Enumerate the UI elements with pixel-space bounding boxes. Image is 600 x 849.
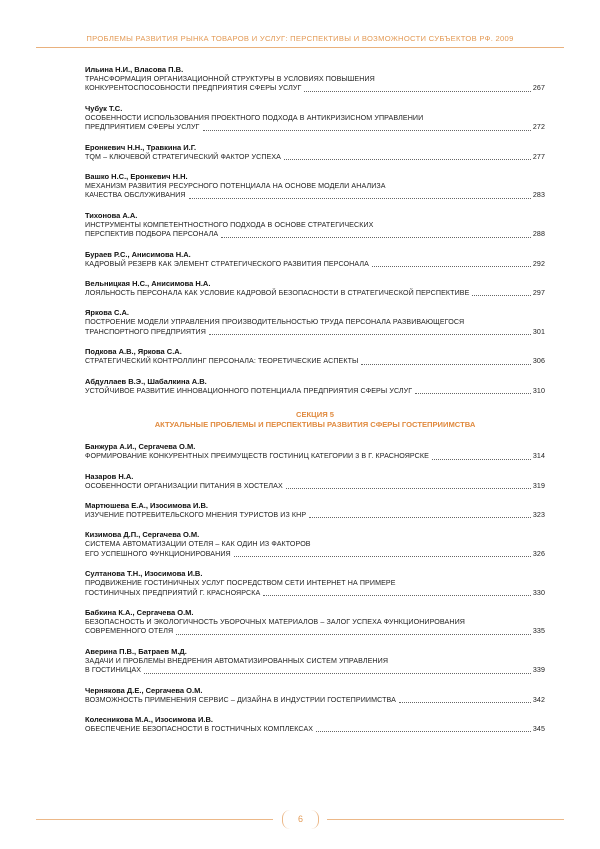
- dot-leader: [309, 517, 531, 518]
- entry-title-line: ЛОЯЛЬНОСТЬ ПЕРСОНАЛА КАК УСЛОВИЕ КАДРОВОЙ БЕЗОПАСНОСТИ В СТРАТЕГИЧЕСКОЙ ПЕРСПЕКТИВЕ: [85, 289, 470, 298]
- toc-entry: [85, 377, 545, 396]
- section-label: СЕКЦИЯ 5: [296, 410, 334, 420]
- toc-entry: [85, 442, 545, 461]
- toc-entry: [85, 647, 545, 676]
- entry-title-last-line: [85, 482, 545, 491]
- entry-title-line: БЕЗОПАСНОСТЬ И ЭКОЛОГИЧНОСТЬ УБОРОЧНЫХ МАТЕРИАЛОВ – ЗАЛОГ УСПЕХА ФУНКЦИОНИРОВАНИЯ: [85, 617, 465, 626]
- entry-title: [85, 725, 545, 734]
- entry-authors: Подкова А.В., Яркова С.А.: [85, 347, 182, 357]
- entry-authors: Аверина П.В., Батраев М.Д.: [85, 646, 187, 656]
- footer-rule-right: [327, 819, 564, 820]
- entry-title: [85, 511, 545, 520]
- running-header: ПРОБЛЕМЫ РАЗВИТИЯ РЫНКА ТОВАРОВ И УСЛУГ: ПЕРСПЕКТИВЫ И ВОЗМОЖНОСТИ СУБЪЕКТОВ РФ. 2009: [86, 34, 514, 43]
- entry-title-last-line: [85, 260, 545, 269]
- toc-list-bottom: [85, 442, 545, 734]
- entry-title-last-line: [85, 589, 545, 598]
- entry-title-last-line: [85, 191, 545, 200]
- dot-leader: [472, 295, 530, 296]
- entry-title-line: ПРОДВИЖЕНИЕ ГОСТИНИЧНЫХ УСЛУГ ПОСРЕДСТВОМ СЕТИ ИНТЕРНЕТ НА ПРИМЕРЕ: [85, 579, 396, 588]
- entry-title: [85, 618, 545, 637]
- header-divider: [36, 47, 564, 48]
- toc-entry: [85, 569, 545, 598]
- entry-page-number: 301: [532, 327, 545, 336]
- entry-authors: Вашко Н.С., Еронкевич Н.Н.: [85, 172, 188, 182]
- entry-authors: Ильина Н.И., Власова П.В.: [85, 65, 184, 74]
- entry-title-line: УСТОЙЧИВОЕ РАЗВИТИЕ ИННОВАЦИОННОГО ПОТЕНЦИАЛА ПРЕДПРИЯТИЯ СФЕРЫ УСЛУГ: [85, 386, 413, 395]
- entry-page-number: 326: [532, 549, 545, 558]
- entry-title-line: ИЗУЧЕНИЕ ПОТРЕБИТЕЛЬСКОГО МНЕНИЯ ТУРИСТОВ ИЗ КНР: [85, 510, 307, 519]
- toc-entry: [85, 143, 545, 162]
- entry-title-line: ФОРМИРОВАНИЕ КОНКУРЕНТНЫХ ПРЕИМУЩЕСТВ ГОСТИНИЦ КАТЕГОРИИ 3 В Г. КРАСНОЯРСКЕ: [85, 452, 429, 461]
- entry-page-number: 310: [532, 386, 545, 395]
- dot-leader: [286, 488, 531, 489]
- toc-list-top: [85, 65, 545, 396]
- dot-leader: [176, 634, 531, 635]
- entry-page-number: 323: [532, 510, 545, 519]
- entry-title-line: TQM – КЛЮЧЕВОЙ СТРАТЕГИЧЕСКИЙ ФАКТОР УСПЕХА: [85, 152, 282, 161]
- entry-title: [85, 318, 545, 337]
- entry-title-last-line: [85, 84, 545, 93]
- toc-entry: [85, 104, 545, 133]
- entry-authors: Султанова Т.Н., Изосимова И.В.: [85, 569, 203, 579]
- dot-leader: [144, 673, 531, 674]
- entry-title-line: МЕХАНИЗМ РАЗВИТИЯ РЕСУРСНОГО ПОТЕНЦИАЛА НА ОСНОВЕ МОДЕЛИ АНАЛИЗА: [85, 182, 386, 191]
- entry-title: [85, 540, 545, 559]
- entry-title-line: ВОЗМОЖНОСТЬ ПРИМЕНЕНИЯ СЕРВИС – ДИЗАЙНА В ИНДУСТРИИ ГОСТЕПРИИМСТВА: [85, 695, 396, 704]
- dot-leader: [263, 595, 531, 596]
- toc-entry: [85, 65, 545, 94]
- entry-authors: Бабкина К.А., Сергачева О.М.: [85, 607, 194, 617]
- entry-title-last-line: [85, 696, 545, 705]
- entry-page-number: 292: [532, 259, 545, 268]
- entry-title-last-line: [85, 153, 545, 162]
- entry-title-last-line: [85, 627, 545, 636]
- entry-title: [85, 289, 545, 298]
- table-of-contents: [85, 65, 545, 744]
- entry-title: [85, 260, 545, 269]
- entry-title: [85, 452, 545, 461]
- entry-authors: Бураев Р.С., Анисимова Н.А.: [85, 249, 191, 259]
- page-footer: [36, 810, 564, 830]
- entry-title-last-line: [85, 230, 545, 239]
- entry-title-last-line: [85, 289, 545, 298]
- entry-title-line: СИСТЕМА АВТОМАТИЗАЦИИ ОТЕЛЯ – КАК ОДИН ИЗ ФАКТОРОВ: [85, 540, 311, 549]
- entry-title-last-line: [85, 328, 545, 337]
- entry-title-last-line: [85, 452, 545, 461]
- entry-page-number: 345: [532, 724, 545, 733]
- entry-title-line: КАДРОВЫЙ РЕЗЕРВ КАК ЭЛЕМЕНТ СТРАТЕГИЧЕСКОГО РАЗВИТИЯ ПЕРСОНАЛА: [85, 259, 369, 268]
- toc-entry: [85, 279, 545, 298]
- entry-title-line: СОВРЕМЕННОГО ОТЕЛЯ: [85, 627, 174, 636]
- entry-title: [85, 579, 545, 598]
- entry-title-last-line: [85, 725, 545, 734]
- entry-authors: Назаров Н.А.: [85, 471, 134, 481]
- dot-leader: [372, 266, 531, 267]
- entry-authors: Банжура А.И., Сергачева О.М.: [85, 442, 196, 452]
- entry-title-line: В ГОСТИНИЦАХ: [85, 666, 142, 675]
- entry-title-line: КАЧЕСТВА ОБСЛУЖИВАНИЯ: [85, 191, 186, 200]
- entry-authors: Колесникова М.А., Изосимова И.В.: [85, 714, 213, 724]
- entry-title-line: ОСОБЕННОСТИ ИСПОЛЬЗОВАНИЯ ПРОЕКТНОГО ПОДХОДА В АНТИКРИЗИСНОМ УПРАВЛЕНИИ: [85, 113, 424, 122]
- entry-title-line: ИНСТРУМЕНТЫ КОМПЕТЕНТНОСТНОГО ПОДХОДА В ОСНОВЕ СТРАТЕГИЧЕСКИХ: [85, 220, 374, 229]
- dot-leader: [203, 130, 531, 131]
- entry-page-number: 339: [532, 666, 545, 675]
- dot-leader: [209, 334, 531, 335]
- toc-entry: [85, 211, 545, 240]
- entry-title: [85, 696, 545, 705]
- entry-page-number: 297: [532, 289, 545, 298]
- entry-title: [85, 221, 545, 240]
- dot-leader: [415, 393, 531, 394]
- entry-title: [85, 482, 545, 491]
- entry-title-line: ПРЕДПРИЯТИЕМ СФЕРЫ УСЛУГ: [85, 123, 200, 132]
- entry-page-number: 272: [532, 123, 545, 132]
- entry-title-line: ПОСТРОЕНИЕ МОДЕЛИ УПРАВЛЕНИЯ ПРОИЗВОДИТЕЛЬНОСТЬЮ ТРУДА ПЕРСОНАЛА РАЗВИВАЮЩЕГОСЯ: [85, 318, 465, 327]
- entry-title: [85, 114, 545, 133]
- dot-leader: [284, 159, 531, 160]
- entry-title-line: ГОСТИНИЧНЫХ ПРЕДПРИЯТИЙ Г. КРАСНОЯРСКА: [85, 588, 261, 597]
- toc-entry: [85, 250, 545, 269]
- entry-page-number: 267: [532, 84, 545, 93]
- section-title: АКТУАЛЬНЫЕ ПРОБЛЕМЫ И ПЕРСПЕКТИВЫ РАЗВИТИЯ СФЕРЫ ГОСТЕПРИИМСТВА: [154, 420, 476, 430]
- dot-leader: [304, 91, 530, 92]
- entry-authors: Чернякова Д.Е., Сергачева О.М.: [85, 685, 203, 695]
- entry-title-line: ТРАНСФОРМАЦИЯ ОРГАНИЗАЦИОННОЙ СТРУКТУРЫ В УСЛОВИЯХ ПОВЫШЕНИЯ: [85, 75, 375, 83]
- entry-authors: Яркова С.А.: [85, 308, 129, 318]
- entry-authors: Чубук Т.С.: [85, 103, 123, 113]
- dot-leader: [189, 198, 531, 199]
- entry-title: [85, 153, 545, 162]
- entry-title: [85, 75, 545, 94]
- toc-entry: [85, 308, 545, 337]
- entry-authors: Вельницкая Н.С., Анисимова Н.А.: [85, 279, 211, 289]
- entry-title: [85, 182, 545, 201]
- entry-title-last-line: [85, 550, 545, 559]
- toc-entry: [85, 686, 545, 705]
- toc-entry: [85, 530, 545, 559]
- entry-page-number: 288: [532, 230, 545, 239]
- entry-title: [85, 657, 545, 676]
- entry-authors: Кизимова Д.П., Сергачева О.М.: [85, 530, 200, 540]
- toc-entry: [85, 715, 545, 734]
- entry-authors: Мартюшева Е.А., Изосимова И.В.: [85, 500, 208, 510]
- dot-leader: [361, 364, 530, 365]
- entry-title-line: КОНКУРЕНТОСПОСОБНОСТИ ПРЕДПРИЯТИЯ СФЕРЫ УСЛУГ: [85, 84, 302, 93]
- toc-entry: [85, 347, 545, 366]
- entry-page-number: 330: [532, 588, 545, 597]
- entry-page-number: 342: [532, 695, 545, 704]
- entry-title-line: СТРАТЕГИЧЕСКИЙ КОНТРОЛЛИНГ ПЕРСОНАЛА: ТЕОРЕТИЧЕСКИЕ АСПЕКТЫ: [85, 357, 359, 366]
- entry-page-number: 283: [532, 191, 545, 200]
- toc-entry: [85, 501, 545, 520]
- entry-title-last-line: [85, 387, 545, 396]
- entry-title-line: ЗАДАЧИ И ПРОБЛЕМЫ ВНЕДРЕНИЯ АВТОМАТИЗИРОВАННЫХ СИСТЕМ УПРАВЛЕНИЯ: [85, 656, 389, 665]
- entry-page-number: 277: [532, 152, 545, 161]
- entry-title-line: ОБЕСПЕЧЕНИЕ БЕЗОПАСНОСТИ В ГОСТНИЧНЫХ КОМПЛЕКСАХ: [85, 724, 314, 733]
- entry-authors: Тихонова А.А.: [85, 210, 138, 220]
- dot-leader: [234, 556, 531, 557]
- footer-rule-left: [36, 819, 273, 820]
- toc-entry: [85, 608, 545, 637]
- entry-title-last-line: [85, 123, 545, 132]
- entry-page-number: 306: [532, 357, 545, 366]
- entry-title: [85, 357, 545, 366]
- entry-page-number: 335: [532, 627, 545, 636]
- entry-title-line: ПЕРСПЕКТИВ ПОДБОРА ПЕРСОНАЛА: [85, 230, 219, 239]
- entry-page-number: 319: [532, 481, 545, 490]
- dot-leader: [432, 459, 531, 460]
- dot-leader: [316, 731, 531, 732]
- dot-leader: [399, 702, 531, 703]
- entry-title-last-line: [85, 511, 545, 520]
- entry-title-line: ОСОБЕННОСТИ ОРГАНИЗАЦИИ ПИТАНИЯ В ХОСТЕЛАХ: [85, 481, 283, 490]
- page-number: 6: [282, 810, 319, 829]
- section-heading: [85, 410, 545, 430]
- dot-leader: [221, 237, 531, 238]
- entry-page-number: 314: [532, 452, 545, 461]
- entry-title-last-line: [85, 666, 545, 675]
- toc-entry: [85, 472, 545, 491]
- entry-title: [85, 387, 545, 396]
- entry-authors: Абдуллаев В.Э., Шабалкина А.В.: [85, 376, 207, 386]
- toc-entry: [85, 172, 545, 201]
- entry-authors: Еронкевич Н.Н., Травкина И.Г.: [85, 142, 197, 152]
- entry-title-last-line: [85, 357, 545, 366]
- entry-title-line: ТРАНСПОРТНОГО ПРЕДПРИЯТИЯ: [85, 327, 206, 336]
- entry-title-line: ЕГО УСПЕШНОГО ФУНКЦИОНИРОВАНИЯ: [85, 549, 231, 558]
